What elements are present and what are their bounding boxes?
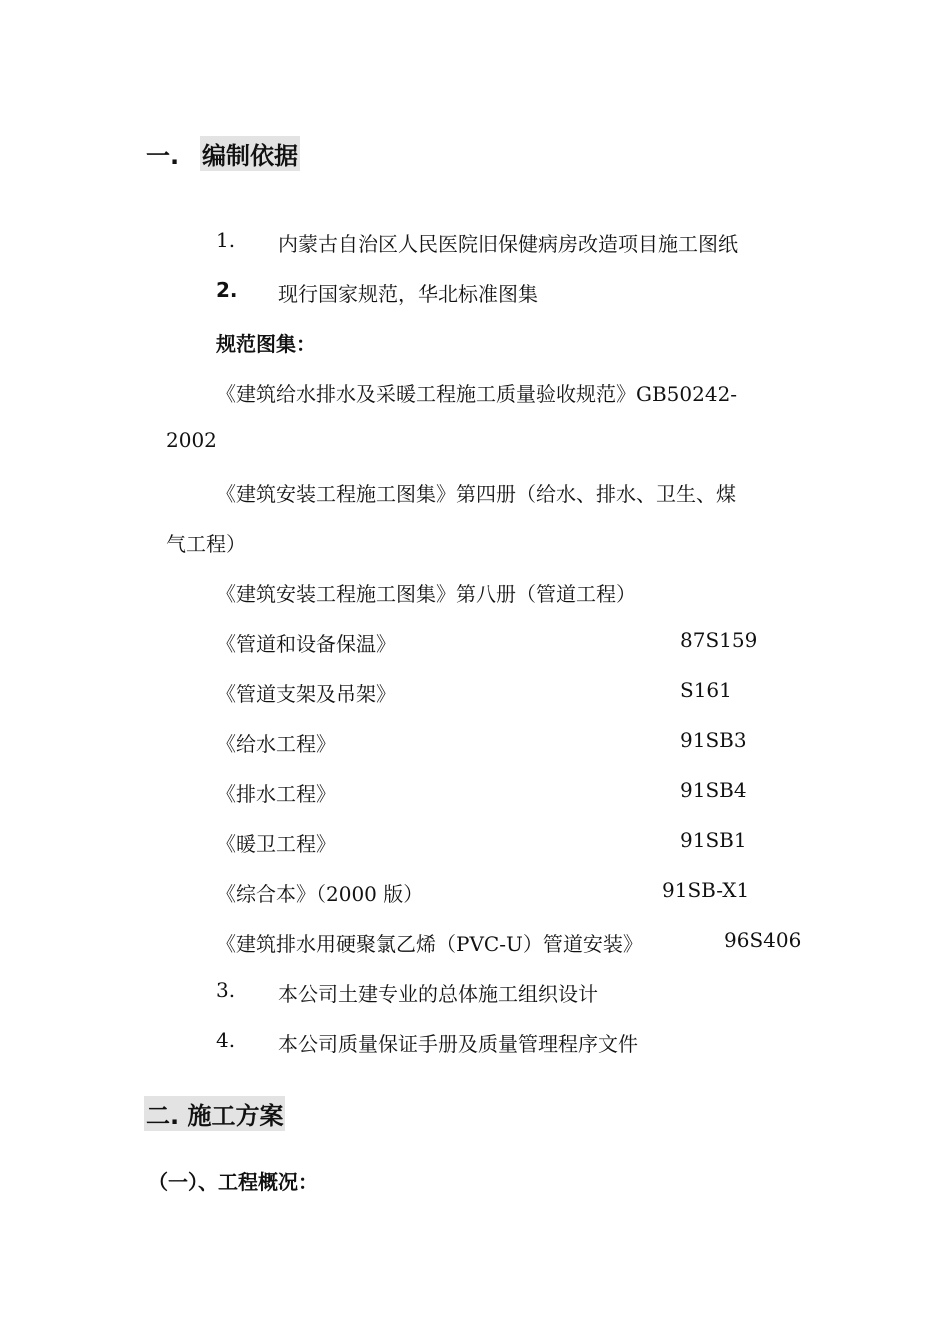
atlas-name: 《给水工程》 [216, 732, 336, 756]
atlas-code: 91SB3 [680, 728, 747, 752]
list-item-number: 2. [216, 278, 238, 302]
list-item-text: 内蒙古自治区人民医院旧保健病房改造项目施工图纸 [278, 232, 738, 256]
section-1-title: 编制依据 [200, 136, 300, 171]
atlas-code: 96S406 [724, 928, 802, 952]
atlas-name: 《管道支架及吊架》 [216, 682, 396, 706]
list-item-number: 4. [216, 1028, 236, 1052]
section-1-number: 一. [146, 142, 180, 170]
list-item-number: 1. [216, 228, 236, 252]
atlas-code: S161 [680, 678, 732, 702]
spec-heading: 规范图集： [216, 332, 316, 356]
atlas-code: 91SB4 [680, 778, 747, 802]
subsection-title: （一）、工程概况： [148, 1170, 318, 1194]
atlas-name: 《排水工程》 [216, 782, 336, 806]
list-item-text: 本公司质量保证手册及质量管理程序文件 [278, 1032, 638, 1056]
list-item-text: 现行国家规范，华北标准图集 [278, 282, 538, 306]
list-item-number: 3. [216, 978, 236, 1002]
spec-line: 《建筑安装工程施工图集》第四册（给水、排水、卫生、煤 [216, 482, 736, 506]
atlas-name: 《暖卫工程》 [216, 832, 336, 856]
atlas-name: 《综合本》（2000 版） [216, 882, 424, 906]
atlas-code: 87S159 [680, 628, 758, 652]
spec-line: 气工程） [166, 532, 246, 556]
section-2-title: 二. 施工方案 [144, 1096, 285, 1131]
atlas-name: 《建筑排水用硬聚氯乙烯（PVC-U）管道安装》 [216, 932, 643, 956]
atlas-code: 91SB-X1 [662, 878, 750, 902]
list-item-text: 本公司土建专业的总体施工组织设计 [278, 982, 598, 1006]
atlas-code: 91SB1 [680, 828, 747, 852]
spec-line: 《建筑安装工程施工图集》第八册（管道工程） [216, 582, 636, 606]
atlas-name: 《管道和设备保温》 [216, 632, 396, 656]
spec-line: 2002 [166, 428, 217, 452]
spec-line: 《建筑给水排水及采暖工程施工质量验收规范》GB50242- [216, 382, 738, 406]
